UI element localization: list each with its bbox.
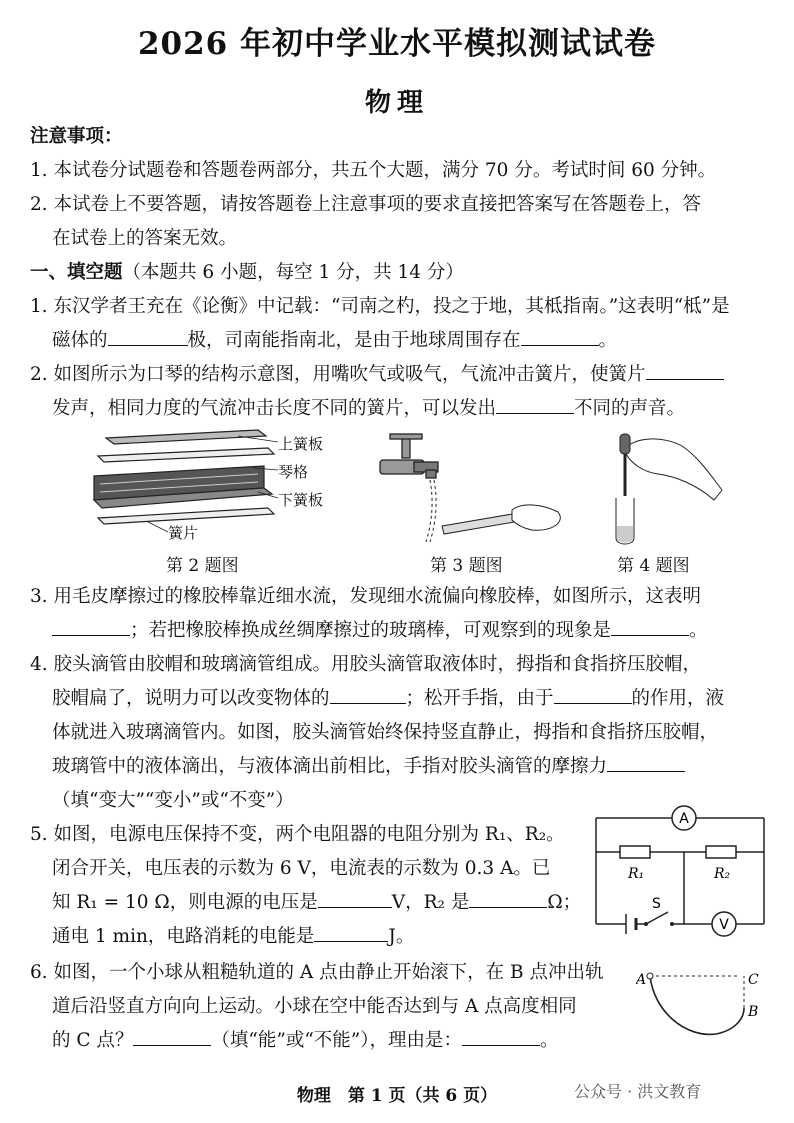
q4-blank-2[interactable] [554, 683, 632, 704]
caption-fig4: 第 4 题图 [617, 556, 690, 576]
q1-blank-1[interactable] [108, 325, 188, 346]
q4-line2 [52, 682, 724, 716]
switch-label: S [652, 896, 661, 912]
watermark: 公众号 · 洪文教育 [574, 1082, 702, 1101]
caption-fig3: 第 3 题图 [430, 556, 503, 576]
q4-blank-1[interactable] [330, 683, 406, 704]
q5-line1: 5. 如图，电源电压保持不变，两个电阻器的电阻分别为 R₁、R₂。 [30, 824, 565, 845]
q1-line2 [52, 324, 617, 358]
q3-line2 [52, 614, 708, 648]
q5-line3 [52, 886, 581, 920]
q1-blank-2[interactable] [521, 325, 599, 346]
q2-blank-1[interactable] [646, 359, 724, 380]
q6-line1: 6. 如图，一个小球从粗糙轨道的 A 点由静止开始滚下，在 B 点冲出轨 [30, 962, 604, 983]
q5-blank-1[interactable] [318, 887, 392, 908]
voltmeter-label: V [719, 917, 729, 933]
section-prefix: 一、 [30, 262, 68, 283]
ammeter-label: A [679, 811, 689, 827]
q6-text-b: （填“能”或“不能”），理由是： [211, 1030, 463, 1051]
dropper-figure [604, 430, 724, 548]
section-desc: （本题共 6 小题，每空 1 分，共 14 分） [122, 262, 464, 283]
note-2-line2: 在试卷上的答案无效。 [52, 228, 238, 249]
q5-text-a: 知 R₁ = 10 Ω，则电源的电压是 [52, 892, 318, 913]
q2-blank-2[interactable] [496, 393, 574, 414]
q1-text-c: 。 [598, 330, 618, 351]
q4-text-d: 玻璃管中的液体滴出，与液体滴出前相比，手指对胶头滴管的摩擦力 [52, 756, 608, 777]
q5-blank-3[interactable] [314, 921, 388, 942]
q4-text-c: 的作用，液 [631, 688, 725, 709]
q1-text-b: 极，司南能指南北，是由于地球周围存在 [187, 330, 521, 351]
q3-blank-2[interactable] [611, 615, 689, 636]
label-lower-plate: 下簧板 [278, 491, 324, 509]
q2-line1 [30, 358, 724, 392]
q2-text-a: 2. 如图所示为口琴的结构示意图，用嘴吹气或吸气，气流冲击簧片，使簧片 [30, 364, 646, 385]
q5-text-d: 通电 1 min，电路消耗的电能是 [52, 926, 315, 947]
note-2-line1: 2. 本试卷上不要答题，请按答题卷上注意事项的要求直接把答案写在答题卷上，答 [30, 194, 702, 215]
faucet-rod-figure [372, 432, 572, 544]
q6-text-c: 。 [540, 1030, 559, 1051]
label-reed: 簧片 [168, 524, 199, 542]
q1-line1: 1. 东汉学者王充在《论衡》中记载：“司南之杓，投之于地，其柢指南。”这表明“柢”是 [30, 296, 730, 317]
q5-text-e: J。 [388, 926, 415, 947]
label-upper-plate: 上簧板 [278, 435, 324, 453]
q4-blank-3[interactable] [607, 751, 685, 772]
q6-blank-2[interactable] [462, 1025, 540, 1046]
q3-text-b: 。 [689, 620, 708, 641]
q5-text-b: V，R₂ 是 [391, 892, 470, 913]
exam-title: 2026 年初中学业水平模拟测试试卷 [137, 26, 657, 62]
point-c-label: C [748, 972, 759, 988]
q6-blank-1[interactable] [133, 1025, 211, 1046]
subject-title: 物理 [364, 88, 429, 118]
label-grid: 琴格 [278, 463, 309, 481]
q3-text-a: ；若把橡胶棒换成丝绸摩擦过的玻璃棒，可观察到的现象是 [130, 620, 612, 641]
track-figure [636, 962, 770, 1046]
r2-label: R₂ [714, 866, 731, 882]
q3-blank-1[interactable] [52, 615, 130, 636]
q5-line2: 闭合开关，电压表的示数为 6 V，电流表的示数为 0.3 A。已 [52, 858, 551, 879]
note-1: 1. 本试卷分试题卷和答题卷两部分，共五个大题，满分 70 分。考试时间 60 分钟。 [30, 160, 717, 181]
q4-text-b: ；松开手指，由于 [405, 688, 554, 709]
page-footer: 物理 第 1 页（共 6 页） [296, 1086, 498, 1106]
q4-line5: （填“变大”“变小”或“不变”） [52, 790, 294, 811]
q6-line2: 道后沿竖直方向向上运动。小球在空中能否达到与 A 点高度相同 [52, 996, 577, 1017]
point-a-label: A [636, 972, 647, 988]
q2-text-b: 发声，相同力度的气流冲击长度不同的簧片，可以发出 [52, 398, 497, 419]
point-b-label: B [748, 1004, 759, 1020]
caption-fig2: 第 2 题图 [166, 556, 239, 576]
notes-heading: 注意事项： [30, 126, 123, 147]
circuit-diagram [590, 800, 770, 950]
q4-line1: 4. 胶头滴管由胶帽和玻璃滴管组成。用胶头滴管取液体时，拇指和食指挤压胶帽， [30, 654, 702, 675]
q6-text-a: 的 C 点？ [52, 1030, 134, 1051]
q4-text-a: 胶帽扁了，说明力可以改变物体的 [52, 688, 330, 709]
q5-text-c: Ω； [547, 892, 582, 913]
q1-text-a: 磁体的 [52, 330, 108, 351]
q4-line3: 体就进入玻璃滴管内。如图，胶头滴管始终保持竖直静止，拇指和食指挤压胶帽， [52, 722, 719, 743]
r1-label: R₁ [628, 866, 645, 882]
section-name: 填空题 [67, 262, 123, 283]
q5-line4 [52, 920, 414, 954]
q3-line1: 3. 用毛皮摩擦过的橡胶棒靠近细水流，发现细水流偏向橡胶棒，如图所示，这表明 [30, 586, 702, 607]
q6-line3 [52, 1024, 559, 1058]
q5-blank-2[interactable] [469, 887, 547, 908]
section-heading [30, 256, 464, 290]
q2-text-c: 不同的声音。 [574, 398, 686, 419]
q2-line2 [52, 392, 685, 426]
q4-line4 [52, 750, 685, 784]
